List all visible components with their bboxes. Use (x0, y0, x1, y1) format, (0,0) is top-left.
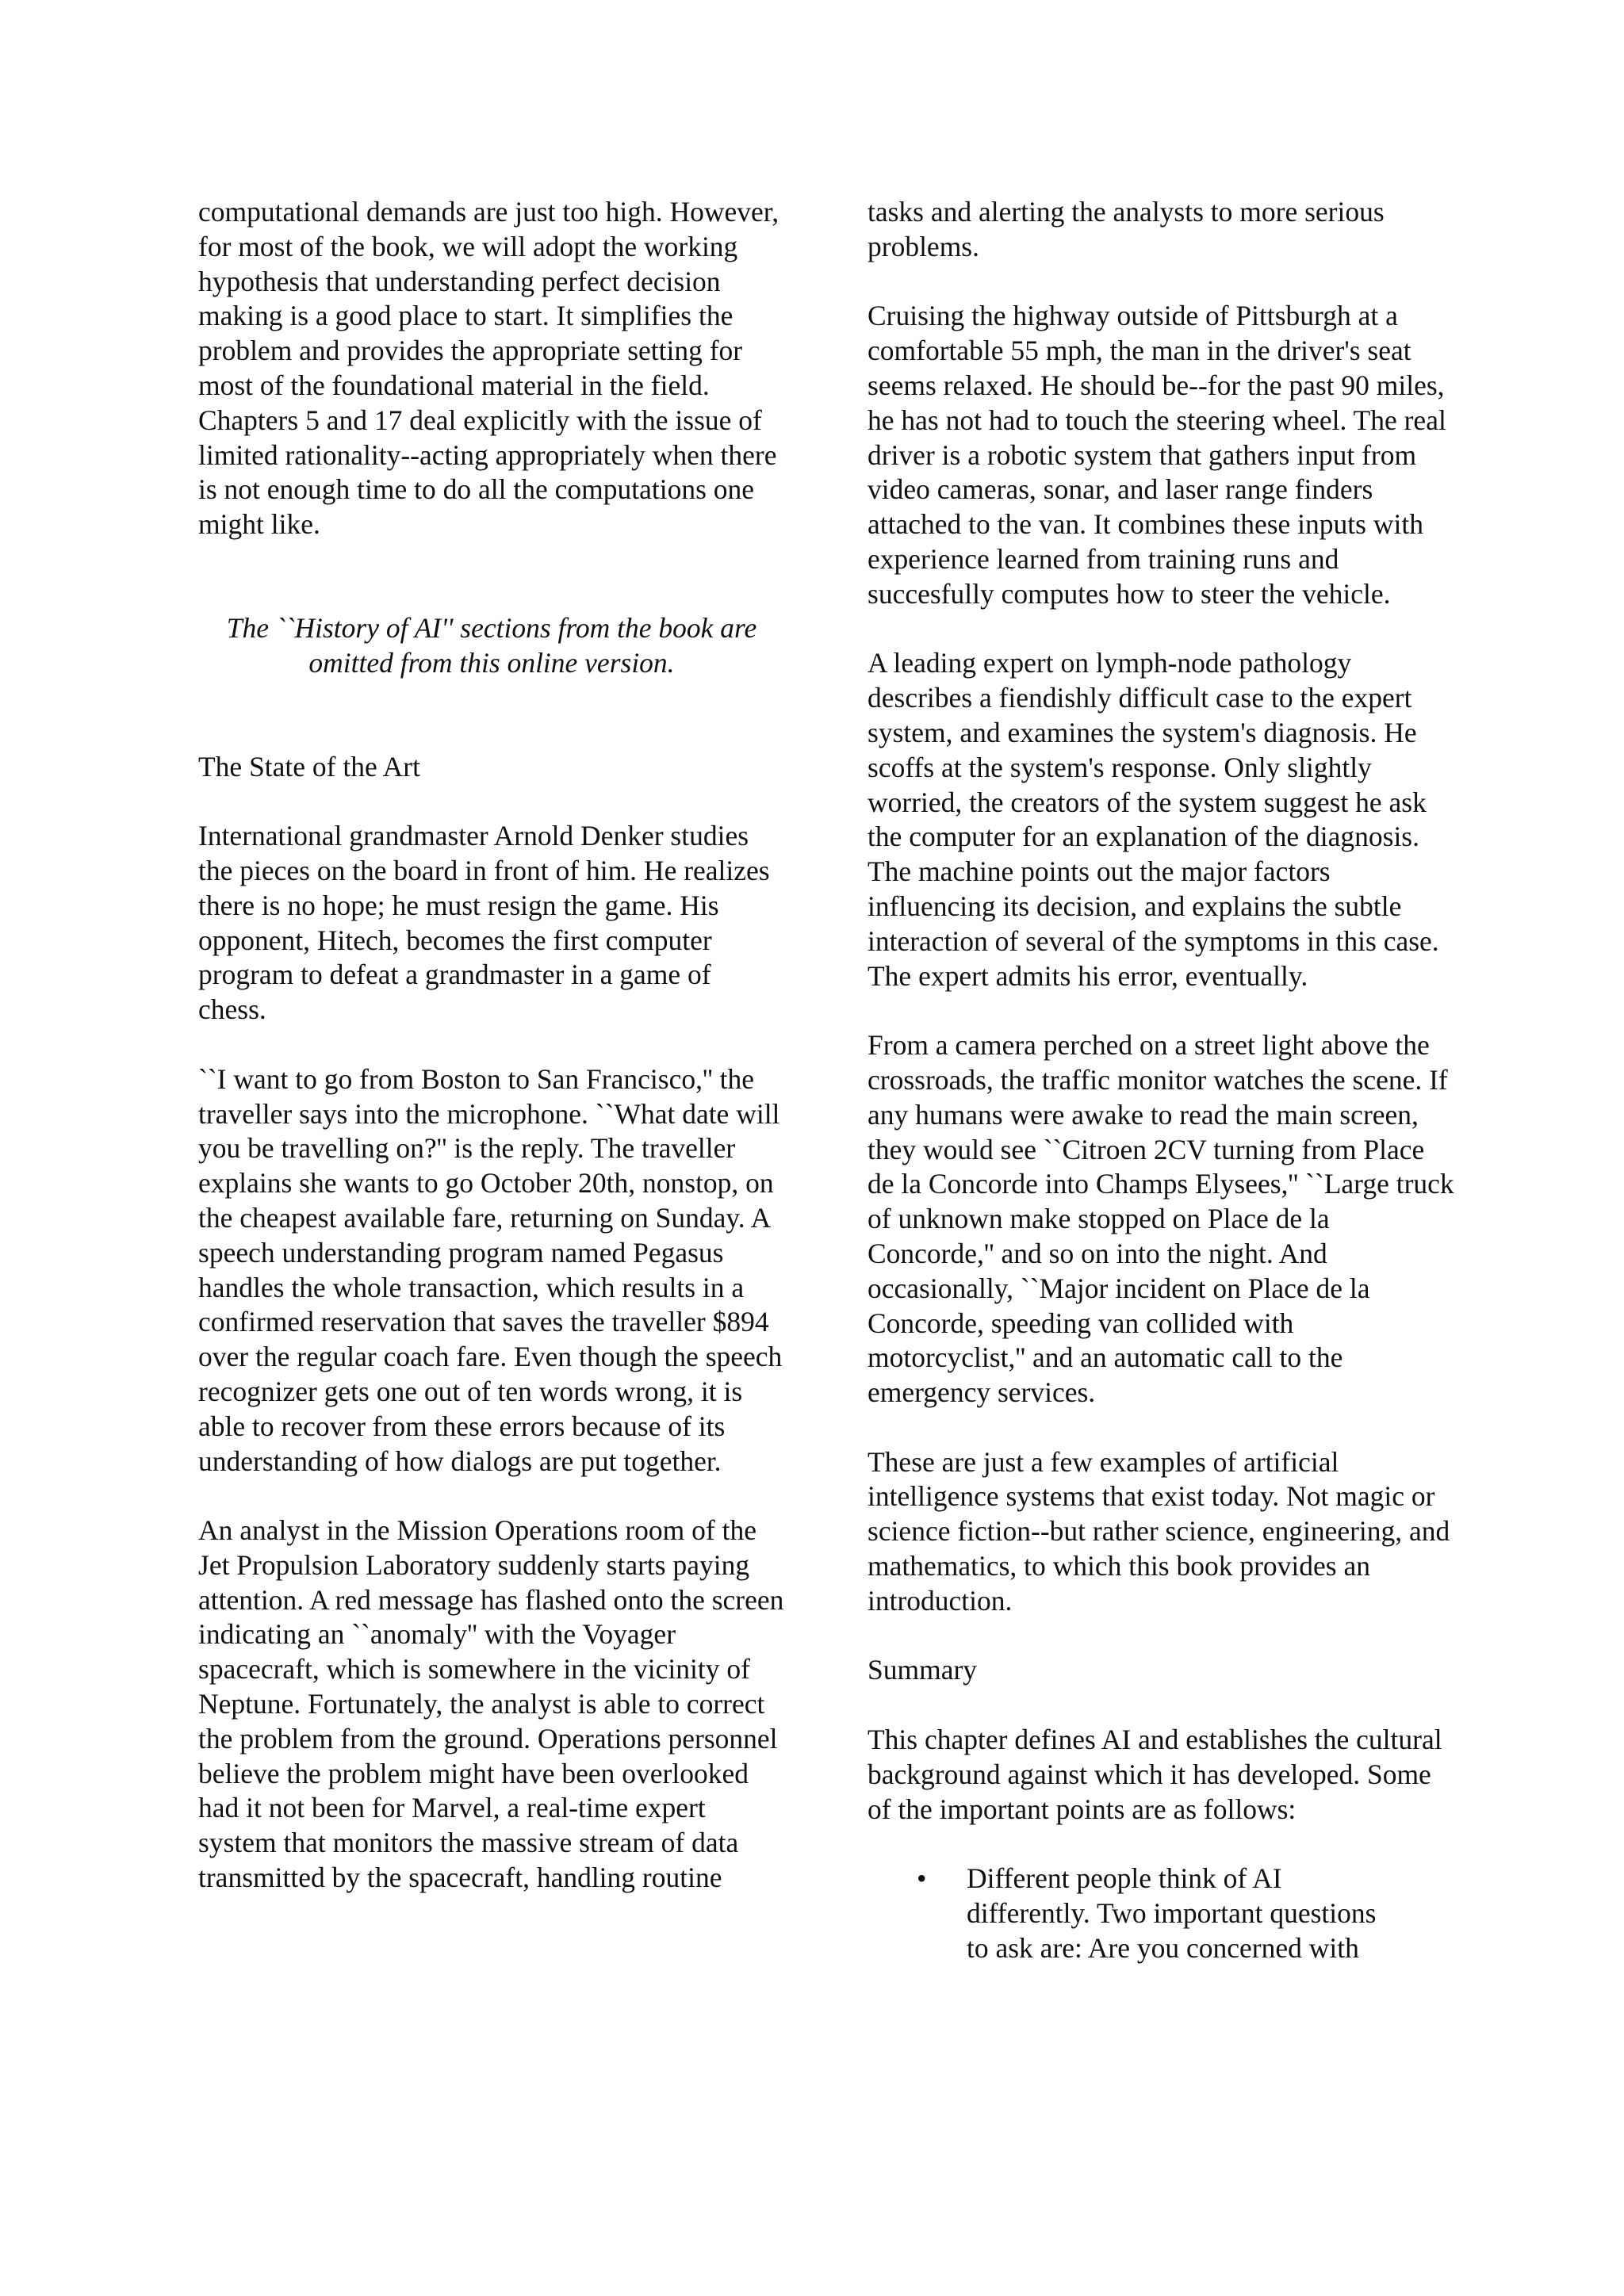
paragraph-traffic-monitor: From a camera perched on a street light above the crossroads, the traffic monitor watches the scene. If any humans were awake to read the main screen, they would see ``Citroen 2CV turning from Place de la Concorde into Champs Elysees,'' ``Large truck of unknown make stopped on Place de la Concorde,'' and so on into the night. And occasionally, ``Major incident on Place de la Concorde, speeding van collided with motorcyclist,'' and an automatic call to the emergency services. (868, 1029, 1454, 1409)
section-heading-state-of-the-art: The State of the Art (198, 750, 420, 783)
bullet-icon: • (917, 1862, 927, 1895)
list-item-text: Different people think of AI differently. Two important questions to ask are: Are you concerned with (967, 1862, 1377, 1964)
paragraph-mission-operations: An analyst in the Mission Operations room of the Jet Propulsion Laboratory suddenly starts paying attention. A red message has flashed onto the screen indicating an ``anomaly'' with the Voyager spacecraft, which is somewhere in the vicinity of Neptune. Fortunately, the analyst is able to correct the problem from the ground. Operations personnel believe the problem might have been overlooked had it not been for Marvel, a real-time expert system that monitors the massive stream of data transmitted by the spacecraft, handling routine (198, 1514, 784, 1894)
paragraph-chapter-defines: This chapter defines AI and establishes the cultural background against which it has developed. Some of the important points are as follows: (868, 1724, 1442, 1825)
summary-bullet-list (868, 1862, 1454, 1965)
history-omitted-note: The ``History of AI'' sections from the book are omitted from this online version. (226, 611, 757, 679)
paragraph-examples-summary: These are just a few examples of artificial intelligence systems that exist today. Not magic or science fiction--but rather science, engineering, and mathematics, to which this book provides an introduction. (868, 1445, 1450, 1617)
paragraph-chess: International grandmaster Arnold Denker studies the pieces on the board in front of him. He realizes there is no hope; he must resign the game. His opponent, Hitech, becomes the first computer program to defeat a grandmaster in a game of chess. (198, 820, 770, 1026)
left-column (198, 195, 785, 1931)
paragraph-limited-rationality: computational demands are just too high. However, for most of the book, we will adopt the working hypothesis that understanding perfect decision making is a good place to start. It simplifies the problem and provides the appropriate setting for most of the foundational material in the field. Chapters 5 and 17 deal explicitly with the issue of limited rationality--acting appropriately when there is not enough time to do all the computations one might like. (198, 196, 779, 541)
paragraph-autonomous-driving: Cruising the highway outside of Pittsburgh at a comfortable 55 mph, the man in the driver's seat seems relaxed. He should be--for the past 90 miles, he has not had to touch the steering wheel. The real driver is a robotic system that gathers input from video cameras, sonar, and laser range finders attached to the van. It combines these inputs with experience learned from training runs and succesfully computes how to steer the vehicle. (868, 300, 1446, 610)
list-item (868, 1862, 1395, 1965)
paragraph-alerting-analysts: tasks and alerting the analysts to more serious problems. (868, 196, 1385, 262)
paragraph-expert-system: A leading expert on lymph-node pathology describes a fiendishly difficult case to the expert system, and examines the system's diagnosis. He scoffs at the system's response. Only slightly worried, the creators of the system suggest he ask the computer for an explanation of the diagnosis. The machine points out the major factors influencing its decision, and explains the subtle interaction of several of the symptoms in this case. The expert admits his error, eventually. (868, 647, 1439, 992)
section-heading-summary: Summary (868, 1654, 978, 1686)
paragraph-speech-understanding: ``I want to go from Boston to San Francisco,'' the traveller says into the microphone. ``What date will you be travelling on?'' is the reply. The traveller explains she wants to go October 20th, nonstop, on the cheapest available fare, returning on Sunday. A speech understanding program named Pegasus handles the whole transaction, which results in a confirmed reservation that saves the traveller $894 over the regular coach fare. Even though the speech recognizer gets one out of ten words wrong, it is able to recover from these errors because of its understanding of how dialogs are put together. (198, 1062, 783, 1477)
right-column (868, 195, 1454, 1966)
